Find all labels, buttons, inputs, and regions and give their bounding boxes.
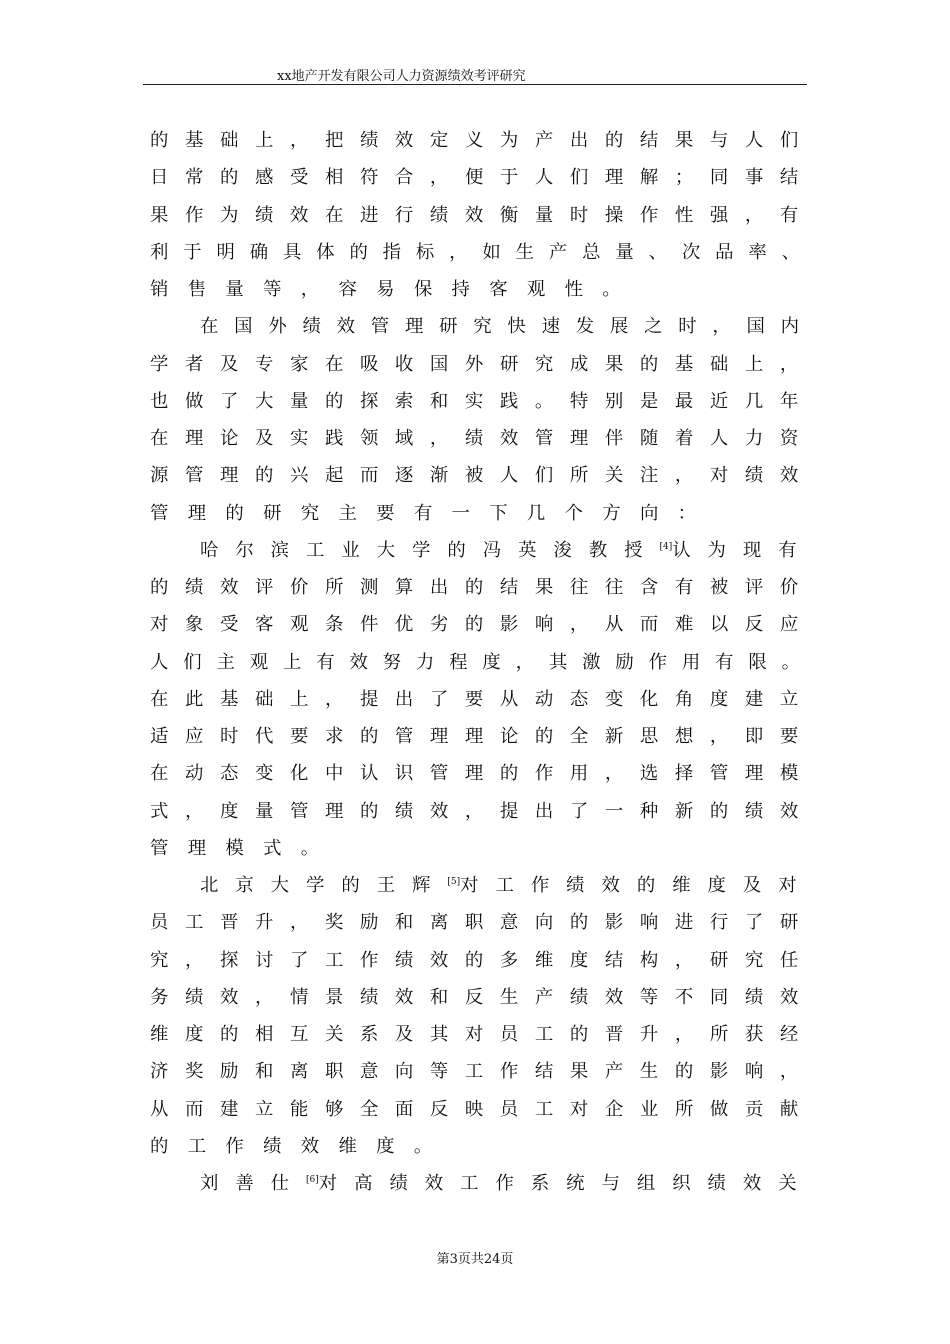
- page-footer: 第3页共24页: [436, 1252, 514, 1267]
- text-line-content: 济奖励和离职意向等工作结果产生的影响，: [150, 1061, 815, 1083]
- text-line: [150, 755, 815, 792]
- text-segment: 哈尔滨工业大学的冯英浚教授: [200, 539, 660, 561]
- text-line: [150, 942, 815, 979]
- text-line-content: 员工晋升，奖励和离职意向的影响进行了研: [150, 912, 815, 934]
- text-line: [150, 159, 815, 196]
- text-line-content: 适应时代要求的管理理论的全新思想，即要: [150, 726, 815, 747]
- text-line-content: 人们主观上有效努力程度，其激励作用有限。: [150, 651, 815, 673]
- text-segment: 北京大学的王辉: [200, 875, 448, 896]
- text-line-content: 学者及专家在吸收国外研究成果的基础上，: [150, 353, 815, 375]
- citation-marker: [5]: [447, 877, 461, 887]
- text-line: [150, 644, 815, 681]
- text-line-content: 从而建立能够全面反映员工对企业所做贡献: [150, 1098, 815, 1120]
- text-line-content: 在国外绩效管理研究快速发展之时，国内: [200, 316, 815, 338]
- text-line: [150, 1016, 815, 1053]
- text-line: [150, 904, 815, 941]
- text-line-content: 在动态变化中认识管理的作用，选择管理模: [150, 763, 815, 785]
- text-line-content: 维度的相互关系及其对员工的晋升，所获经: [150, 1024, 815, 1045]
- text-line: [150, 1091, 815, 1128]
- text-line: [150, 346, 815, 383]
- text-line-content: 利于明确具体的指标，如生产总量、次品率、: [150, 241, 815, 263]
- text-segment: 对高绩效工作系统与组织绩效关: [318, 1173, 814, 1194]
- text-line-content: [200, 540, 814, 561]
- text-line-content: 管理的研究主要有一下几个方向：: [150, 502, 716, 524]
- text-line-content: 的绩效评价所测算出的结果往往含有被评价: [150, 577, 815, 598]
- text-line: [150, 569, 815, 606]
- text-line-content: [200, 1173, 814, 1194]
- text-line: [150, 457, 815, 494]
- text-line: [150, 718, 815, 755]
- text-line: [150, 532, 815, 569]
- text-line-content: [200, 875, 814, 896]
- text-line-content: 源管理的兴起而逐渐被人们所关注，对绩效: [150, 465, 815, 487]
- document-body: [150, 122, 815, 1202]
- text-line-content: 务绩效，情景绩效和反生产绩效等不同绩效: [150, 986, 815, 1008]
- text-line: [150, 681, 815, 718]
- text-segment: 认为现有: [672, 539, 814, 561]
- text-line: [150, 197, 815, 234]
- text-line: [150, 271, 815, 308]
- text-line: [150, 495, 815, 532]
- text-line-content: 日常的感受相符合，便于人们理解；同事结: [150, 167, 815, 189]
- text-line: [150, 1165, 815, 1202]
- text-line: [150, 420, 815, 457]
- text-line-content: 也做了大量的探索和实践。特别是最近几年: [150, 390, 815, 412]
- page-header: [143, 64, 807, 85]
- text-line: [150, 122, 815, 159]
- text-line: [150, 234, 815, 271]
- text-line: [150, 793, 815, 830]
- citation-marker: [6]: [306, 1175, 319, 1185]
- text-line: [150, 979, 815, 1016]
- text-line-content: 的工作绩效维度。: [150, 1135, 452, 1157]
- text-line: [150, 1128, 815, 1165]
- text-line-content: 管理模式。: [150, 837, 339, 859]
- text-line-content: 销售量等，容易保持客观性。: [150, 279, 640, 300]
- text-line: [150, 308, 815, 345]
- header-title: xx地产开发有限公司人力资源绩效考评研究: [277, 69, 526, 84]
- text-line-content: 对象受客观条件优劣的影响，从而难以反应: [150, 614, 815, 636]
- text-line: [150, 383, 815, 420]
- text-line-content: 在理论及实践领域，绩效管理伴随着人力资: [150, 428, 815, 449]
- text-segment: 对工作绩效的维度及对: [460, 875, 814, 896]
- text-line-content: 在此基础上，提出了要从动态变化角度建立: [150, 688, 815, 710]
- text-line: [150, 1053, 815, 1090]
- text-segment: 刘善仕: [200, 1173, 307, 1194]
- text-line: [150, 606, 815, 643]
- text-line: [150, 830, 815, 867]
- text-line-content: 究，探讨了工作绩效的多维度结构，研究任: [150, 949, 815, 971]
- text-line: [150, 867, 815, 904]
- text-line-content: 果作为绩效在进行绩效衡量时操作性强，有: [150, 204, 815, 226]
- citation-marker: [4]: [659, 541, 673, 552]
- text-line-content: 的基础上，把绩效定义为产出的结果与人们: [150, 130, 815, 151]
- text-line-content: 式，度量管理的绩效，提出了一种新的绩效: [150, 800, 815, 822]
